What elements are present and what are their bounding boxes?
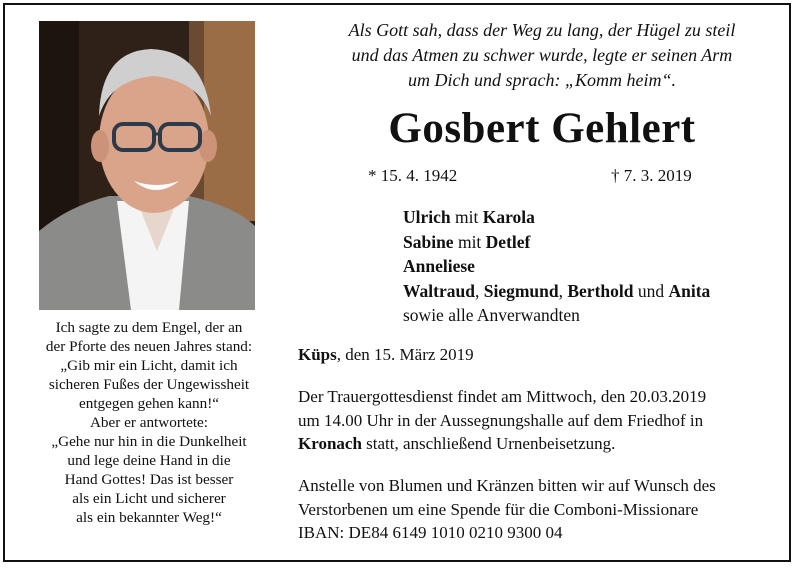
family-list <box>403 205 710 328</box>
poem-line: „Gib mir ein Licht, damit ich <box>60 357 238 374</box>
service-line: Der Trauergottesdienst findet am Mittwoch, den 20.03.2019 <box>298 387 707 406</box>
family-member: Anneliese <box>403 256 475 276</box>
place-date <box>298 345 474 365</box>
family-line <box>403 230 710 255</box>
family-connector: , <box>474 280 484 301</box>
deceased-name: Gosbert Gehlert <box>388 105 696 152</box>
verse-line: und das Atmen zu schwer wurde, legte er seinen Arm <box>351 45 733 65</box>
poem-line: „Gehe nur hin in die Dunkelheit <box>51 433 247 450</box>
donation-line: Verstorbenen um eine Spende für die Comboni-Missionare <box>298 499 699 519</box>
family-member: Waltraud <box>403 280 475 301</box>
service-line-rest: statt, anschließend Urnenbeisetzung. <box>361 434 616 453</box>
notice-date: , den 15. März 2019 <box>336 345 474 364</box>
service-line: um 14.00 Uhr in der Aussegnungshalle auf dem Friedhof in <box>298 410 704 430</box>
family-connector: mit <box>450 207 483 227</box>
donation-info <box>298 474 716 545</box>
poem-line: Hand Gottes! Das ist besser <box>64 471 234 488</box>
death-date: † 7. 3. 2019 <box>611 166 692 185</box>
portrait-photo-icon <box>39 21 255 310</box>
poem-line: der Pforte des neuen Jahres stand: <box>45 338 253 355</box>
family-line <box>403 205 710 230</box>
place-city: Küps <box>298 345 337 364</box>
poem-line: Ich sagte zu dem Engel, der an <box>55 319 243 336</box>
family-line <box>403 279 710 304</box>
service-city: Kronach <box>298 434 362 453</box>
family-member: Berthold <box>567 280 634 301</box>
angel-poem <box>18 318 280 527</box>
poem-line: Aber er antwortete: <box>89 414 209 431</box>
service-info <box>298 385 706 456</box>
family-connector: und <box>633 280 669 301</box>
family-connector: mit <box>453 231 486 252</box>
portrait-photo <box>39 21 255 310</box>
family-member: Detlef <box>485 231 531 252</box>
verse-line: Als Gott sah, dass der Weg zu lang, der Hügel zu steil <box>348 20 736 40</box>
family-member: Anita <box>668 280 711 301</box>
family-line <box>403 254 710 279</box>
family-connector: , <box>558 280 568 301</box>
verse-line: um Dich und sprach: „Komm heim“. <box>408 70 676 90</box>
poem-line: als ein bekannter Weg!“ <box>76 509 222 526</box>
birth-date: * 15. 4. 1942 <box>368 166 458 185</box>
poem-line: sicheren Fußes der Ungewissheit <box>48 376 250 393</box>
family-member: Siegmund <box>483 280 559 301</box>
iban: IBAN: DE84 6149 1010 0210 9300 04 <box>298 523 563 542</box>
family-member: Sabine <box>403 231 454 252</box>
poem-line: und lege deine Hand in die <box>67 452 231 469</box>
family-member: Ulrich <box>403 207 451 227</box>
donation-line: Anstelle von Blumen und Kränzen bitten wir auf Wunsch des <box>298 476 716 495</box>
poem-line: entgegen gehen kann!“ <box>79 395 219 412</box>
family-member: Karola <box>482 207 535 227</box>
verse <box>300 18 784 93</box>
service-line <box>298 432 706 456</box>
family-line: sowie alle Anverwandten <box>403 305 580 325</box>
poem-line: als ein Licht und sicherer <box>72 490 226 507</box>
